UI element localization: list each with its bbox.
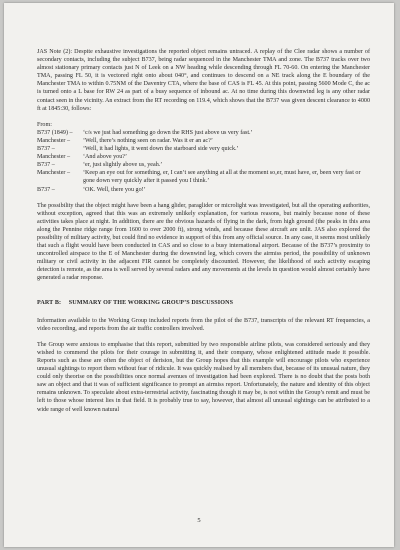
- possibility-paragraph: The possibility that the object might have been a hang glider, paraglider or microlight was investigated, but all the operating authorities, without exception, agreed that this was an extremely unlikely explanation, for various reasons, but mainly because none of these activities takes place at night. In addition, there are the obvious hazards of flying in the dark, from high ground (the peaks in this area along the Pennine ridge range from 1600 to over 2000 ft), strong winds, and because these aircraft are unlit. JAS also explored the possibility of military activity, but could find no evidence in support of this from any official source. In any case, it seems most unlikely that such a flight would have been conducted in CAS and so close to a busy international airport. Because of the B737’s proximity to uncontrolled airspace to the E of Manchester during the downwind leg, which covers the airmiss period, the possibility of unknown military or civil activity in the adjacent FIR cannot be completely discounted. However, the likelihood of such activity escaping detection is remote, as the area is well served by several radars and any movements at the levels in question would almost certainly have generated a radar response.: [37, 202, 370, 282]
- jas-note-paragraph: JAS Note (2): Despite exhaustive investigations the reported object remains untraced. A replay of the Clee radar shows a number of secondary contacts, including the subject B737, being radar sequenced in the Manchester TMA and zone. The B737 tracks over two almost stationary primary contacts just N of Leek on a NW heading while descending through FL 70-60. On entering the Manchester TMA, passing FL 50, it is vectored right onto about 040°, and continues to descend on a NE track along the E boundary of the Manchester TMA to within 0.75NM of the Daventry CTA, where the base of CAS is FL 45. At this point, passing 5600 Mode C, the ac is turned onto a L base for RW 24 as part of a busy sequence of inbound ac. At no time during this downwind leg is any other radar contact seen in the vicinity. An extract from the RT recording on 119.4, which shows that the B737 was given descent clearance to 4000 ft at 1845:30, follows:: [37, 49, 370, 112]
- rt-speaker: B737 –: [37, 162, 55, 169]
- rt-speaker: B737 (1849) –: [37, 129, 73, 136]
- rt-speaker: Manchester –: [37, 154, 70, 161]
- section-heading-number: PART B:: [37, 299, 62, 306]
- document-page: [4, 3, 394, 547]
- rt-speaker: B737 –: [37, 146, 55, 153]
- group-discussion-paragraph: The Group were anxious to emphasise that this report, submitted by two responsible airline pilots, was considered seriously and they wished to commend the pilots for their courage in submitting it, and their company, whose enlightened attitude made it possible. Reports such as these are often the object of derision, but the Group hopes that this example will encourage pilots who experience unusual sightings to report them without fear of ridicule. It was quickly realised by all members that, because of its unusual nature, they could only theorise on the possibilities once normal avenues of investigation had been explored. There is no doubt that the posts both saw an object and that it was of sufficient significance to prompt an airmiss report. Unfortunately, the nature and identity of this object remains unknown. To speculate about extra-terrestrial activity, fascinating though it may be, is not within the Group’s remit and must be left to those whose interest lies in that field. It is probably true to say, however, that almost all unusual sightings can be attributed to a wide range of well known natural: [37, 341, 370, 413]
- from-label: From:: [37, 121, 52, 128]
- section-heading: [37, 299, 370, 307]
- rt-line-text: ‘c/s we just had something go down the RHS just above us very fast.’: [83, 129, 253, 136]
- information-paragraph: Information available to the Working Group included reports from the pilot of the B737, transcripts of the relevant RT frequencies, a video recording, and reports from the air traffic controllers involved.: [37, 317, 370, 332]
- rt-transcript: [37, 129, 370, 194]
- rt-speaker: B737 –: [37, 186, 55, 193]
- rt-line-text: ‘OK. Well, there you go!’: [83, 186, 146, 193]
- document-body: [37, 48, 370, 422]
- page-number: 5: [197, 517, 201, 524]
- rt-speaker: Manchester –: [37, 137, 70, 144]
- rt-line-text: ‘Well, there’s nothing seen on radar. Was it er an ac?’: [83, 137, 213, 144]
- section-heading-title: SUMMARY OF THE WORKING GROUP’S DISCUSSIONS: [68, 299, 234, 306]
- rt-line-text: ‘er, just slightly above us, yeah.’: [83, 162, 163, 169]
- rt-line-text: ‘Keep an eye out for something, er, I can’t see anything at all at the moment so,er, must have, er, been very fast or gone down very quickly after it passed you I think.’: [83, 170, 361, 185]
- rt-line-text: ‘Well, it had lights, it went down the starboard side very quick.’: [83, 146, 239, 153]
- rt-line-text: ‘And above you?’: [83, 154, 127, 161]
- rt-speaker: Manchester –: [37, 170, 70, 177]
